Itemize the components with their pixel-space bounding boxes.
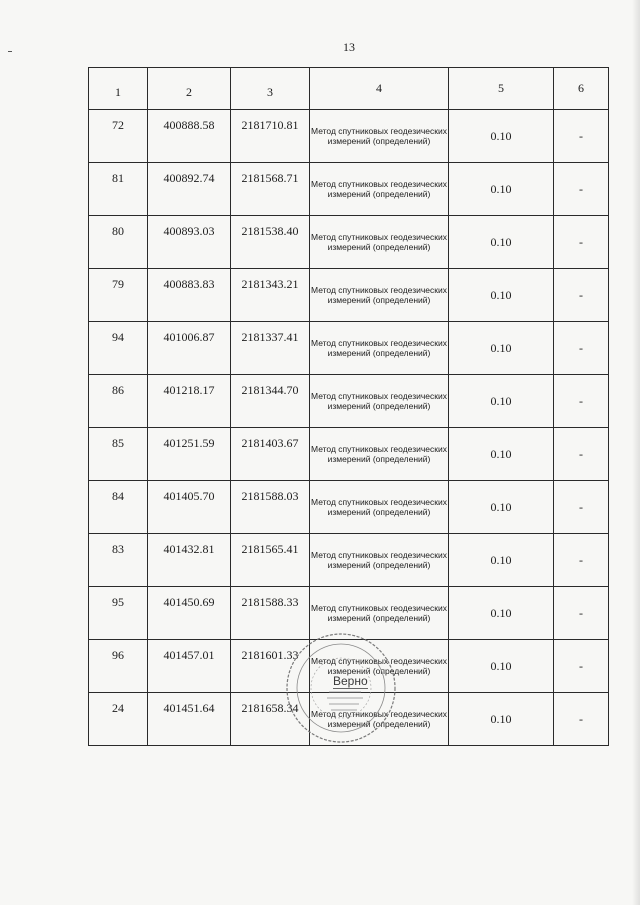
point-number-cell: 79	[89, 269, 148, 322]
header-cell-2: 2	[148, 68, 231, 110]
point-number-cell: 84	[89, 481, 148, 534]
table-row	[89, 534, 609, 587]
point-number-cell: 86	[89, 375, 148, 428]
accuracy-cell: 0.10	[449, 322, 554, 375]
point-number-cell: 72	[89, 110, 148, 163]
y-coordinate-cell: 2181568.71	[231, 163, 310, 216]
x-coordinate-cell: 401432.81	[148, 534, 231, 587]
point-number-cell: 81	[89, 163, 148, 216]
header-cell-4: 4	[310, 68, 449, 110]
y-coordinate-cell: 2181601.33	[231, 640, 310, 693]
y-coordinate-cell: 2181344.70	[231, 375, 310, 428]
table-row	[89, 269, 609, 322]
x-coordinate-cell: 401218.17	[148, 375, 231, 428]
accuracy-cell: 0.10	[449, 693, 554, 746]
accuracy-cell: 0.10	[449, 428, 554, 481]
stamp-certified-label: Верно	[333, 674, 368, 688]
page-number: 13	[343, 40, 355, 54]
table-row	[89, 322, 609, 375]
table-row	[89, 481, 609, 534]
method-cell: Метод спутниковых геодезических измерений (определений)	[310, 534, 449, 587]
table-row	[89, 110, 609, 163]
method-cell: Метод спутниковых геодезических измерений (определений)	[310, 587, 449, 640]
scan-edge-shadow	[632, 0, 640, 905]
accuracy-cell: 0.10	[449, 640, 554, 693]
description-cell: -	[554, 163, 609, 216]
description-cell: -	[554, 693, 609, 746]
x-coordinate-cell: 401006.87	[148, 322, 231, 375]
description-cell: -	[554, 216, 609, 269]
scan-mark	[8, 51, 12, 52]
header-cell-1: 1	[89, 68, 148, 110]
point-number-cell: 95	[89, 587, 148, 640]
accuracy-cell: 0.10	[449, 481, 554, 534]
description-cell: -	[554, 428, 609, 481]
y-coordinate-cell: 2181403.67	[231, 428, 310, 481]
method-cell: Метод спутниковых геодезических измерений (определений)	[310, 110, 449, 163]
y-coordinate-cell: 2181658.34	[231, 693, 310, 746]
description-cell: -	[554, 110, 609, 163]
point-number-cell: 96	[89, 640, 148, 693]
x-coordinate-cell: 400893.03	[148, 216, 231, 269]
description-cell: -	[554, 534, 609, 587]
method-cell: Метод спутниковых геодезических измерений (определений)	[310, 481, 449, 534]
y-coordinate-cell: 2181710.81	[231, 110, 310, 163]
description-cell: -	[554, 322, 609, 375]
y-coordinate-cell: 2181588.03	[231, 481, 310, 534]
y-coordinate-cell: 2181343.21	[231, 269, 310, 322]
x-coordinate-cell: 401450.69	[148, 587, 231, 640]
table-header	[89, 68, 609, 110]
y-coordinate-cell: 2181337.41	[231, 322, 310, 375]
table-row	[89, 375, 609, 428]
y-coordinate-cell: 2181588.33	[231, 587, 310, 640]
table-row	[89, 428, 609, 481]
header-cell-3: 3	[231, 68, 310, 110]
header-cell-6: 6	[554, 68, 609, 110]
x-coordinate-cell: 400888.58	[148, 110, 231, 163]
accuracy-cell: 0.10	[449, 269, 554, 322]
x-coordinate-cell: 400883.83	[148, 269, 231, 322]
table-row	[89, 163, 609, 216]
method-cell: Метод спутниковых геодезических измерений (определений)	[310, 216, 449, 269]
description-cell: -	[554, 269, 609, 322]
x-coordinate-cell: 401251.59	[148, 428, 231, 481]
accuracy-cell: 0.10	[449, 375, 554, 428]
method-cell: Метод спутниковых геодезических измерений (определений)	[310, 375, 449, 428]
method-cell: Метод спутниковых геодезических измерений (определений)	[310, 428, 449, 481]
method-cell: Метод спутниковых геодезических измерений (определений)	[310, 640, 449, 693]
description-cell: -	[554, 481, 609, 534]
point-number-cell: 85	[89, 428, 148, 481]
point-number-cell: 24	[89, 693, 148, 746]
method-cell: Метод спутниковых геодезических измерений (определений)	[310, 322, 449, 375]
header-cell-5: 5	[449, 68, 554, 110]
x-coordinate-cell: 401451.64	[148, 693, 231, 746]
accuracy-cell: 0.10	[449, 534, 554, 587]
x-coordinate-cell: 401405.70	[148, 481, 231, 534]
accuracy-cell: 0.10	[449, 216, 554, 269]
point-number-cell: 80	[89, 216, 148, 269]
x-coordinate-cell: 401457.01	[148, 640, 231, 693]
description-cell: -	[554, 375, 609, 428]
description-cell: -	[554, 587, 609, 640]
point-number-cell: 83	[89, 534, 148, 587]
method-cell: Метод спутниковых геодезических измерений (определений)	[310, 693, 449, 746]
y-coordinate-cell: 2181565.41	[231, 534, 310, 587]
x-coordinate-cell: 400892.74	[148, 163, 231, 216]
method-cell: Метод спутниковых геодезических измерений (определений)	[310, 163, 449, 216]
y-coordinate-cell: 2181538.40	[231, 216, 310, 269]
method-cell: Метод спутниковых геодезических измерений (определений)	[310, 269, 449, 322]
point-number-cell: 94	[89, 322, 148, 375]
accuracy-cell: 0.10	[449, 110, 554, 163]
accuracy-cell: 0.10	[449, 163, 554, 216]
description-cell: -	[554, 640, 609, 693]
accuracy-cell: 0.10	[449, 587, 554, 640]
table-row	[89, 216, 609, 269]
header-row	[89, 68, 609, 110]
